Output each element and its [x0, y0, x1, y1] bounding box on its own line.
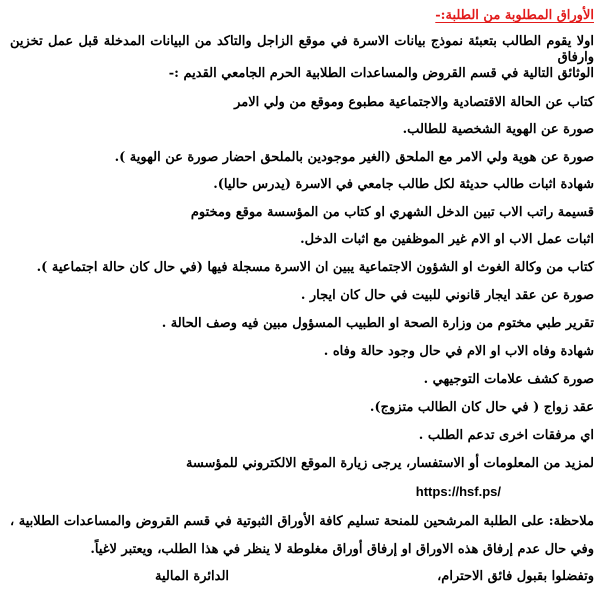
list-item: عقد زواج ( في حال كان الطالب متزوج).	[369, 400, 594, 415]
list-item: صورة عن الهوية الشخصية للطالب.	[402, 122, 594, 137]
list-item: صورة عن عقد ايجار قانوني للبيت في حال كان ايجار .	[300, 288, 594, 303]
document-title: الأوراق المطلوبة من الطلبة:-	[435, 8, 594, 23]
intro-line-1: اولا يقوم الطالب بتعبئة نموذج بيانات الاسرة في موقع الزاجل والتاكد من البيانات المدخلة قبل عمل تخزين وارفاق	[10, 34, 594, 65]
list-item: كتاب من وكالة الغوث او الشؤون الاجتماعية يبين ان الاسرة مسجلة فيها (في حال كان حالة اجتماعية ).	[36, 260, 594, 275]
note-line-2: وفي حال عدم إرفاق هذه الاوراق او إرفاق أوراق مغلوطة لا ينظر في هذا الطلب، ويعتبر لاغياً.	[90, 542, 594, 557]
more-info-text: لمزيد من المعلومات أو الاستفسار، يرجى زيارة الموقع الالكتروني للمؤسسة	[185, 456, 594, 471]
signature-line	[10, 569, 594, 585]
list-item: صورة عن هوية ولي الامر مع الملحق (الغير موجودين بالملحق احضار صورة عن الهوية ).	[114, 150, 594, 165]
list-item: شهادة وفاه الاب او الام في حال وجود حالة وفاه .	[323, 344, 594, 359]
intro-line-2: الوثائق التالية في قسم القروض والمساعدات الطلابية الحرم الجامعي القديم :-	[168, 66, 594, 81]
list-item: تقرير طبي مختوم من وزارة الصحة او الطبيب المسؤول مبين فيه وصف الحالة .	[161, 316, 594, 331]
list-item: صورة كشف علامات التوجيهي .	[423, 372, 594, 387]
list-item: قسيمة راتب الاب تبين الدخل الشهري او كتاب من المؤسسة موقع ومختوم	[190, 205, 594, 220]
website-link[interactable]: https://hsf.ps/	[415, 484, 501, 499]
department-name: الدائرة المالية	[155, 569, 230, 584]
list-item: كتاب عن الحالة الاقتصادية والاجتماعية مطبوع وموقع من ولي الامر	[234, 95, 594, 110]
closing-text: وتفضلوا بقبول فائق الاحترام،	[437, 569, 594, 584]
note-line-1: ملاحظة: على الطلبة المرشحين للمنحة تسليم كافة الأوراق الثبوتية في قسم القروض والمساعدات الطلابية ،	[10, 514, 594, 529]
list-item: شهادة اثبات طالب حديثة لكل طالب جامعي في الاسرة (يدرس حاليا).	[213, 177, 594, 192]
list-item: اي مرفقات اخرى تدعم الطلب .	[418, 428, 594, 443]
list-item: اثبات عمل الاب او الام غير الموظفين مع اثبات الدخل.	[300, 232, 594, 247]
